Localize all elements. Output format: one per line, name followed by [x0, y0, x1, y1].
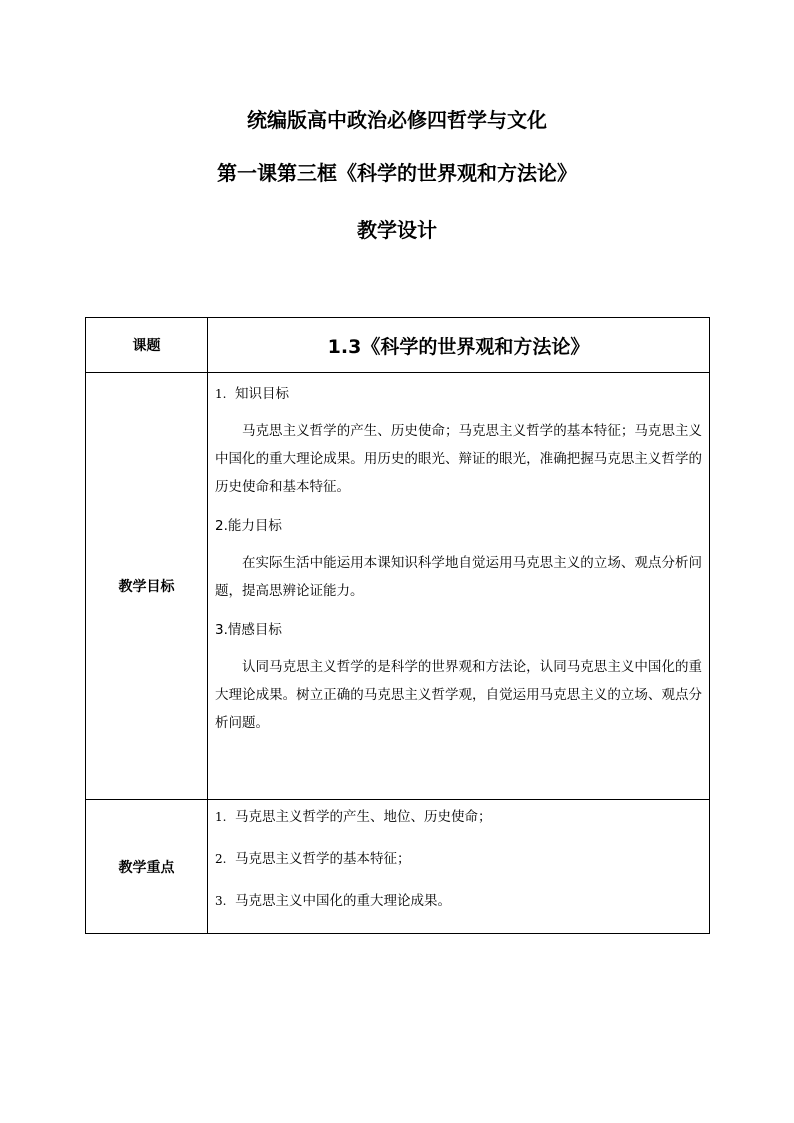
title-line-2: 第一课第三框《科学的世界观和方法论》	[217, 161, 577, 185]
key-point-item	[215, 889, 702, 913]
table-row-key-points	[86, 800, 710, 934]
key-points-label: 教学重点	[86, 800, 208, 934]
key-point-number: 1.	[215, 810, 227, 824]
table-row-goals	[86, 373, 710, 800]
knowledge-goal-heading	[215, 381, 702, 407]
key-point-number: 2.	[215, 852, 227, 866]
goals-cell	[208, 373, 710, 800]
title-line-3: 教学设计	[357, 218, 437, 242]
key-point-text: 马克思主义哲学的基本特征；	[235, 851, 411, 867]
topic-label: 课题	[86, 318, 208, 373]
ability-goal-text: 在实际生活中能运用本课知识科学地自觉运用马克思主义的立场、观点分析问题，提高思辨论证能力。	[215, 555, 702, 599]
lesson-table	[85, 317, 710, 934]
key-point-text: 马克思主义哲学的产生、地位、历史使命；	[235, 809, 492, 825]
knowledge-goal-text: 马克思主义哲学的产生、历史使命；马克思主义哲学的基本特征；马克思主义中国化的重大理论成果。用历史的眼光、辩证的眼光，准确把握马克思主义哲学的历史使命和基本特征。	[215, 423, 702, 495]
emotion-goal-heading: 3.情感目标	[215, 622, 282, 638]
key-point-text: 马克思主义中国化的重大理论成果。	[235, 893, 451, 909]
goals-label: 教学目标	[86, 373, 208, 800]
ability-goal-heading: 2.能力目标	[215, 518, 282, 534]
emotion-goal-text: 认同马克思主义哲学的是科学的世界观和方法论，认同马克思主义中国化的重大理论成果。树立正确的马克思主义哲学观，自觉运用马克思主义的立场、观点分析问题。	[215, 659, 702, 731]
key-point-item	[215, 805, 702, 829]
table-row-topic	[86, 318, 710, 373]
key-point-item	[215, 847, 702, 871]
knowledge-goal-title: 知识目标	[235, 386, 289, 402]
title-line-1: 统编版高中政治必修四哲学与文化	[247, 108, 547, 132]
topic-value: 1.3《科学的世界观和方法论》	[208, 318, 710, 373]
key-point-number: 3.	[215, 894, 227, 908]
knowledge-goal-number: 1.	[215, 387, 227, 401]
key-points-cell	[208, 800, 710, 934]
